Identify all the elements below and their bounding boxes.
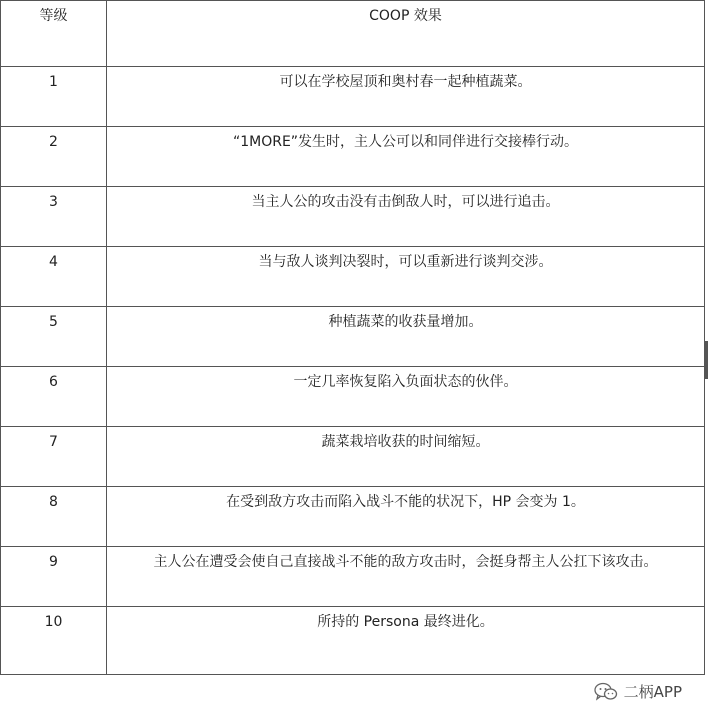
effect-cell: 所持的 Persona 最终进化。 bbox=[107, 607, 705, 675]
level-cell: 7 bbox=[1, 427, 107, 487]
scroll-marker bbox=[704, 341, 708, 379]
level-cell: 3 bbox=[1, 187, 107, 247]
effect-cell: 一定几率恢复陷入负面状态的伙伴。 bbox=[107, 367, 705, 427]
table-row bbox=[1, 307, 705, 367]
level-cell: 10 bbox=[1, 607, 107, 675]
table-row bbox=[1, 487, 705, 547]
table-header-row bbox=[1, 1, 705, 67]
effect-cell: 在受到敌方攻击而陷入战斗不能的状况下，HP 会变为 1。 bbox=[107, 487, 705, 547]
table-row bbox=[1, 607, 705, 675]
table-row bbox=[1, 547, 705, 607]
level-cell: 8 bbox=[1, 487, 107, 547]
level-cell: 1 bbox=[1, 67, 107, 127]
watermark bbox=[590, 679, 686, 704]
table-row bbox=[1, 427, 705, 487]
effect-cell: “1MORE”发生时，主人公可以和同伴进行交接棒行动。 bbox=[107, 127, 705, 187]
table-row bbox=[1, 247, 705, 307]
wechat-icon bbox=[594, 682, 618, 702]
effect-cell: 当主人公的攻击没有击倒敌人时，可以进行追击。 bbox=[107, 187, 705, 247]
effect-cell: 当与敌人谈判决裂时，可以重新进行谈判交涉。 bbox=[107, 247, 705, 307]
effect-cell: 主人公在遭受会使自己直接战斗不能的敌方攻击时，会挺身帮主人公扛下该攻击。 bbox=[107, 547, 705, 607]
table-row bbox=[1, 367, 705, 427]
effect-cell: 蔬菜栽培收获的时间缩短。 bbox=[107, 427, 705, 487]
header-effect: COOP 效果 bbox=[107, 1, 705, 67]
level-cell: 9 bbox=[1, 547, 107, 607]
watermark-text: 二柄APP bbox=[623, 683, 682, 701]
level-cell: 5 bbox=[1, 307, 107, 367]
level-cell: 2 bbox=[1, 127, 107, 187]
level-cell: 4 bbox=[1, 247, 107, 307]
table-row bbox=[1, 187, 705, 247]
table-row bbox=[1, 127, 705, 187]
effect-cell: 可以在学校屋顶和奥村春一起种植蔬菜。 bbox=[107, 67, 705, 127]
level-cell: 6 bbox=[1, 367, 107, 427]
table-row bbox=[1, 67, 705, 127]
header-level: 等级 bbox=[1, 1, 107, 67]
effect-cell: 种植蔬菜的收获量增加。 bbox=[107, 307, 705, 367]
